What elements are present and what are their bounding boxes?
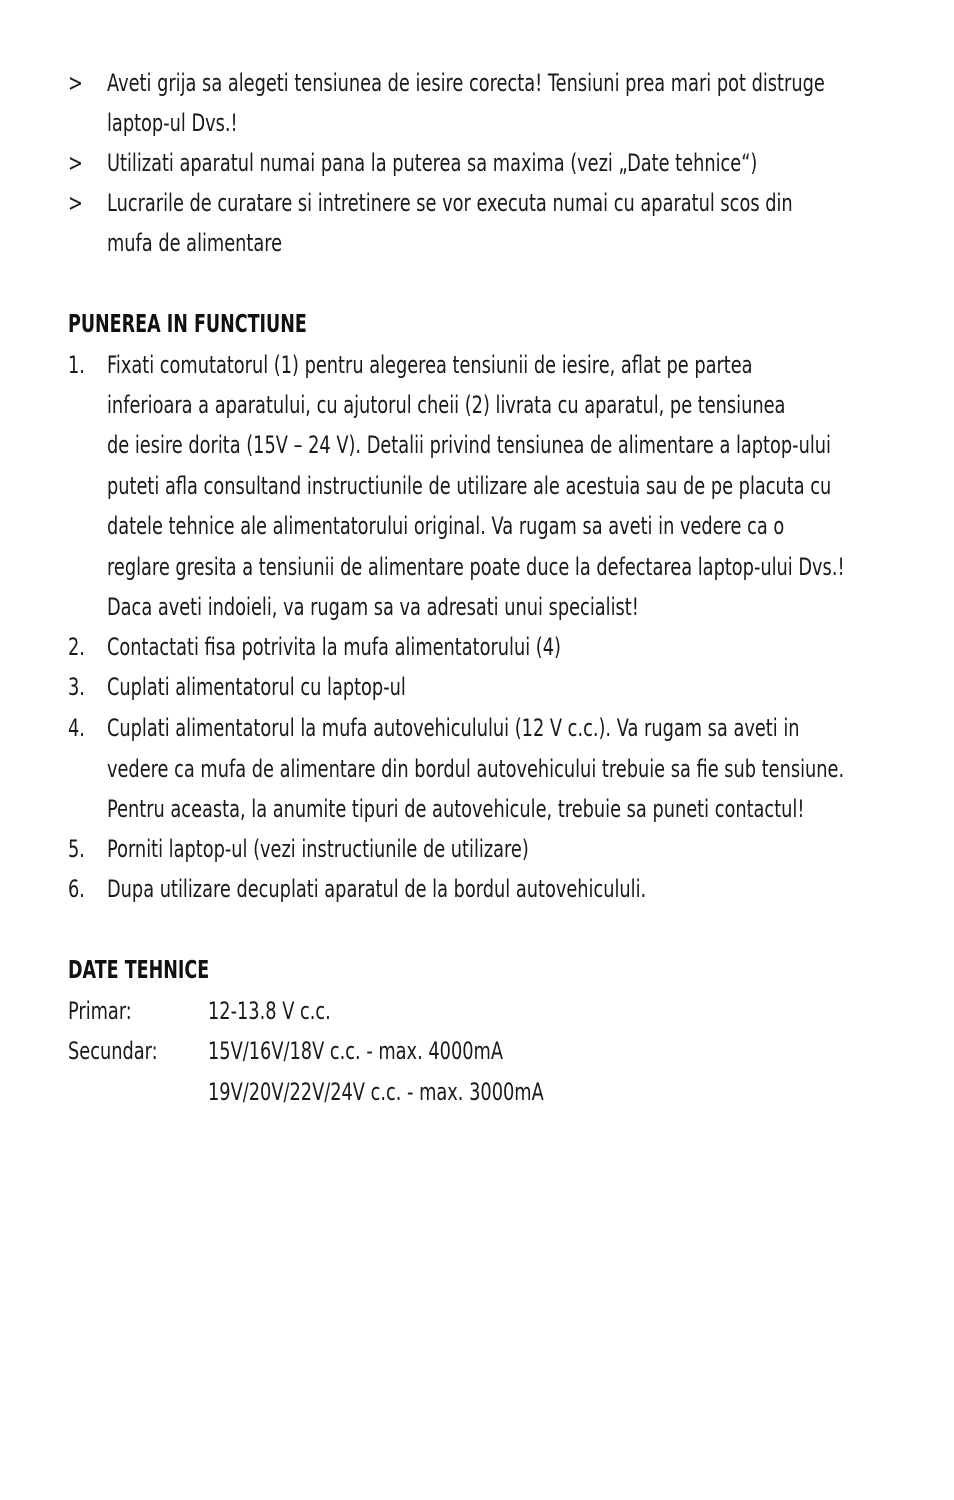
spec-value-primary: 12-13.8 V c.c. [208,997,331,1025]
step-text-line: Fixati comutatorul (1) pentru alegerea tensiunii de iesire, aflat pe partea [107,351,753,379]
precaution-text-line: laptop-ul Dvs.! [107,109,238,137]
spec-value-secondary: 15V/16V/18V c.c. - max. 4000mA [208,1037,504,1065]
step-number: 2. [68,633,85,661]
step-text-line: Porniti laptop-ul (vezi instructiunile de utilizare) [107,835,529,863]
step-text-line: puteti afla consultand instructiunile de utilizare ale acestuia sau de pe placuta cu [107,472,832,500]
step-number: 3. [68,673,85,701]
bullet-marker: > [68,69,83,97]
spec-label-secondary: Secundar: [68,1037,158,1065]
step-text-line: Daca aveti indoieli, va rugam sa va adresati unui specialist! [107,593,639,621]
step-number: 6. [68,875,85,903]
step-number: 1. [68,351,85,379]
spec-value-secondary: 19V/20V/22V/24V c.c. - max. 3000mA [208,1078,544,1106]
operation-heading: PUNEREA IN FUNCTIUNE [68,309,307,338]
precaution-text-line: mufa de alimentare [107,229,283,257]
step-text-line: Cuplati alimentatorul la mufa autovehiculului (12 V c.c.). Va rugam sa aveti in [107,714,800,742]
step-number: 5. [68,835,85,863]
step-text-line: vedere ca mufa de alimentare din bordul autovehicului trebuie sa fie sub tensiune. [107,755,845,783]
step-text-line: de iesire dorita (15V – 24 V). Detalii privind tensiunea de alimentare a laptop-ului [107,431,831,459]
step-text-line: Pentru aceasta, la anumite tipuri de autovehicule, trebuie sa puneti contactul! [107,795,805,823]
step-text-line: Contactati fisa potrivita la mufa alimentatorului (4) [107,633,561,661]
step-text-line: Dupa utilizare decuplati aparatul de la bordul autovehicululi. [107,875,647,903]
specs-heading: DATE TEHNICE [68,955,210,984]
step-text-line: inferioara a aparatului, cu ajutorul cheii (2) livrata cu aparatul, pe tensiunea [107,391,786,419]
precaution-text-line: Aveti grija sa alegeti tensiunea de iesire corecta! Tensiuni prea mari pot distruge [107,69,825,97]
bullet-marker: > [68,149,83,177]
step-number: 4. [68,714,85,742]
bullet-marker: > [68,189,83,217]
step-text-line: reglare gresita a tensiunii de alimentare poate duce la defectarea laptop-ului Dvs.! [107,553,845,581]
precaution-text-line: Utilizati aparatul numai pana la puterea sa maxima (vezi „Date tehnice“) [107,149,758,177]
spec-label-primary: Primar: [68,997,132,1025]
step-text-line: datele tehnice ale alimentatorului original. Va rugam sa aveti in vedere ca o [107,512,785,540]
step-text-line: Cuplati alimentatorul cu laptop-ul [107,673,406,701]
precaution-text-line: Lucrarile de curatare si intretinere se vor executa numai cu aparatul scos din [107,189,793,217]
